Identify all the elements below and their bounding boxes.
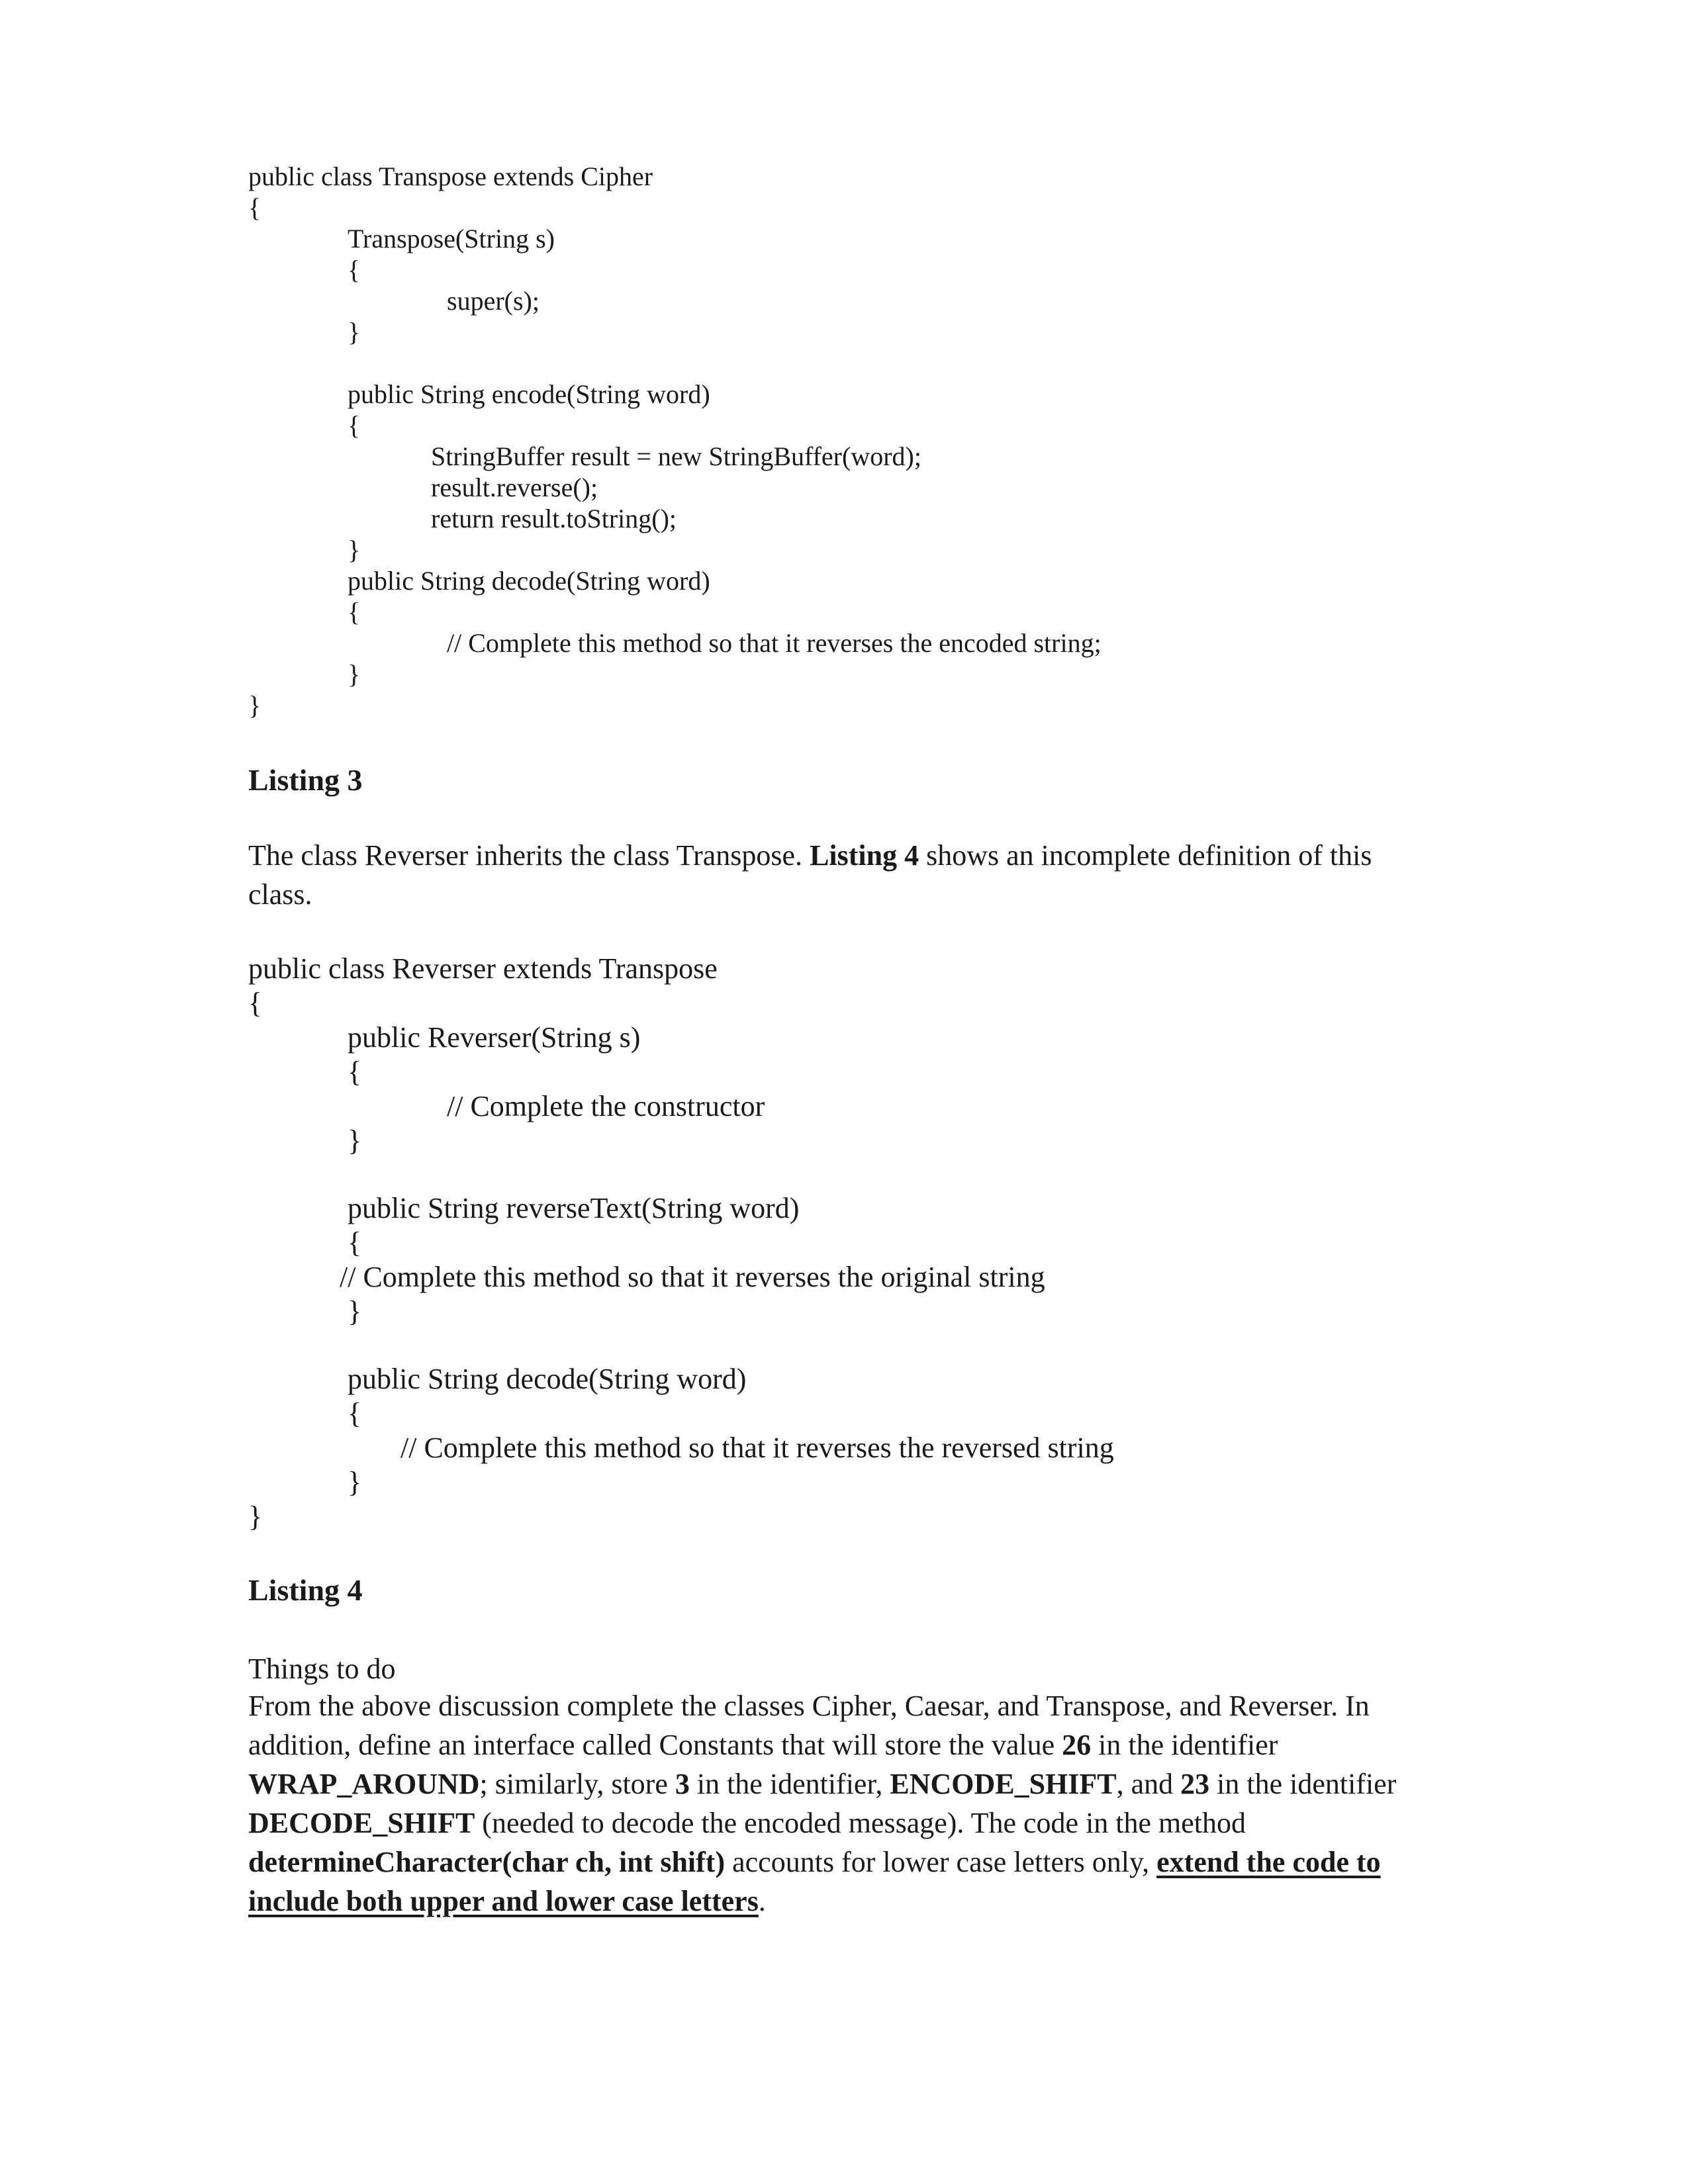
decode-shift-identifier: DECODE_SHIFT xyxy=(248,1807,475,1839)
todo-text: . xyxy=(758,1885,766,1917)
todo-text: ; similarly, store xyxy=(479,1768,675,1800)
value-3: 3 xyxy=(675,1768,690,1800)
code-brace: } xyxy=(348,1295,362,1328)
method-name: determineCharacter(char ch, int shift) xyxy=(248,1846,726,1878)
value-26: 26 xyxy=(1062,1729,1092,1761)
listing-3-caption: Listing 3 xyxy=(248,763,363,797)
code-brace: } xyxy=(348,1124,362,1157)
intro-text: The class Reverser inherits the class Transpose. xyxy=(248,839,810,872)
code-brace: { xyxy=(348,597,361,627)
code-brace: } xyxy=(348,659,361,689)
code-line: public String encode(String word) xyxy=(348,379,710,409)
code-line: public String decode(String word) xyxy=(348,566,710,596)
todo-text: in the identifier, xyxy=(689,1768,890,1800)
code-line: public String reverseText(String word) xyxy=(348,1192,800,1224)
todo-text: in the identifier xyxy=(1209,1768,1397,1800)
code-brace: { xyxy=(348,1056,362,1088)
code-comment: // Complete this method so that it reverses the reversed string xyxy=(400,1432,1114,1464)
todo-text: , and xyxy=(1116,1768,1181,1800)
code-comment: // Complete the constructor xyxy=(447,1090,765,1122)
code-line: return result.toString(); xyxy=(431,504,677,533)
todo-text: accounts for lower case letters only, xyxy=(725,1846,1157,1878)
code-line: public String decode(String word) xyxy=(348,1363,747,1395)
code-line: super(s); xyxy=(447,286,539,316)
intro-paragraph xyxy=(248,836,1440,914)
todo-text: From the above discussion complete the classes Cipher, Caesar, and Transpose, and Reverser. In addition, define an interface called Constants that will store the value xyxy=(248,1690,1370,1761)
encode-shift-identifier: ENCODE_SHIFT xyxy=(890,1768,1117,1800)
todo-heading: Things to do xyxy=(248,1653,396,1685)
code-line: public class Reverser extends Transpose xyxy=(248,952,718,985)
code-brace: } xyxy=(248,1500,263,1533)
code-line: Transpose(String s) xyxy=(348,224,555,253)
code-line: result.reverse(); xyxy=(431,473,598,502)
code-brace: } xyxy=(348,317,361,347)
code-brace: } xyxy=(248,690,261,720)
todo-text: (needed to decode the encoded message). The code in the method xyxy=(475,1807,1246,1839)
code-line: public class Transpose extends Cipher xyxy=(248,161,653,191)
code-brace: { xyxy=(248,193,261,222)
code-comment: // Complete this method so that it reverses the original string xyxy=(340,1261,1045,1293)
code-brace: { xyxy=(348,1226,362,1259)
intro-listing-ref: Listing 4 xyxy=(810,839,919,872)
code-brace: { xyxy=(348,410,361,440)
value-23: 23 xyxy=(1180,1768,1210,1800)
todo-paragraph xyxy=(248,1686,1440,1921)
code-brace: } xyxy=(348,1466,362,1498)
extend-instruction: extend the code to include both upper and lower case letters xyxy=(248,1846,1381,1917)
intro-text: shows an incomplete definition of this class. xyxy=(248,839,1372,911)
code-brace: } xyxy=(348,535,361,565)
listing-4-caption: Listing 4 xyxy=(248,1573,363,1607)
code-line: StringBuffer result = new StringBuffer(word); xyxy=(431,441,921,471)
code-brace: { xyxy=(248,987,263,1019)
code-comment: // Complete this method so that it reverses the encoded string; xyxy=(447,628,1102,658)
todo-text: in the identifier xyxy=(1091,1729,1278,1761)
code-line: public Reverser(String s) xyxy=(348,1021,641,1054)
wrap-around-identifier: WRAP_AROUND xyxy=(248,1768,480,1800)
code-brace: { xyxy=(348,255,361,285)
code-brace: { xyxy=(348,1397,362,1430)
